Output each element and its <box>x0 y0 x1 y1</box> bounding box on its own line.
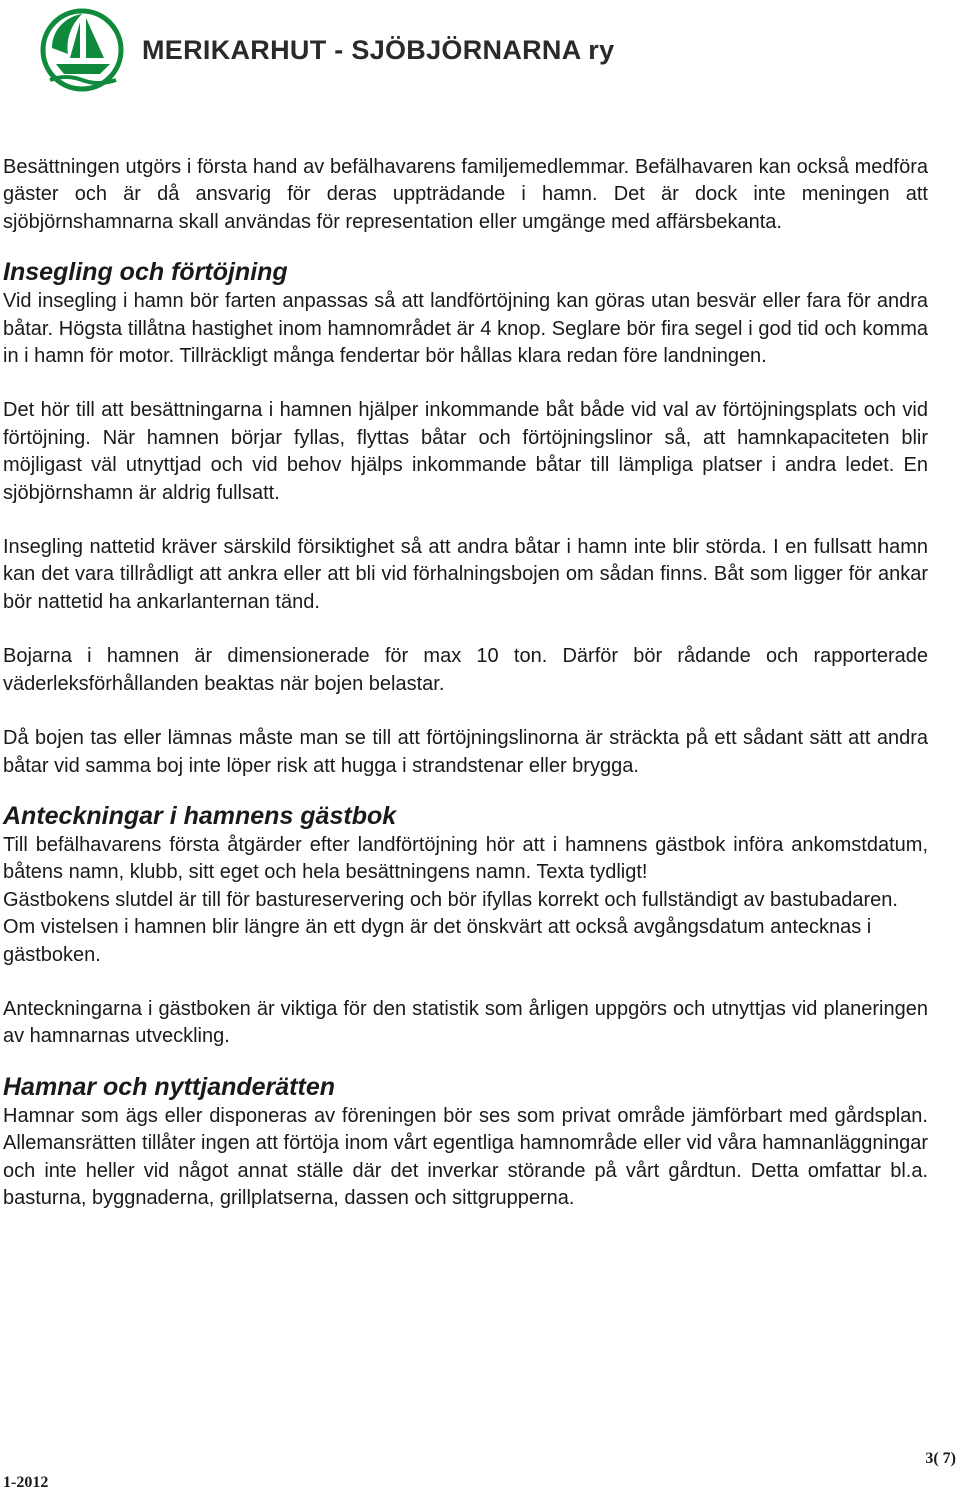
paragraph: Insegling nattetid kräver särskild försiktighet så att andra båtar i hamn inte blir störda. I en fullsatt hamn kan det vara tillrådligt att ankra eller att bli vid förhalningsbojen om sådan finns. Båt som ligger för ankar bör nattetid ha ankarlanternan tänd. <box>3 536 928 613</box>
paragraph: Till befälhavarens första åtgärder efter landförtöjning hör att i hamnens gästbok införa ankomstdatum, båtens namn, klubb, sitt eget och hela besättningens namn. Texta tydligt! <box>3 833 928 884</box>
paragraph: Hamnar som ägs eller disponeras av föreningen bör ses som privat område jämförbart med gårdsplan. Allemansrätten tillåter ingen att förtöja inom vårt egentliga hamnområde eller vid våra hamnanläggningar och inte heller vid något annat ställe där det inverkar störande på vårt gårdtun. Detta omfattar bl.a. basturna, byggnaderna, grillplatserna, dassen och sittgrupperna. <box>3 1104 928 1209</box>
paragraph: Då bojen tas eller lämnas måste man se till att förtöjningslinorna är sträckta på ett sådant sätt att andra båtar vid samma boj inte löper risk att hugga i strandstenar eller brygga. <box>3 727 928 777</box>
intro-paragraph: Besättningen utgörs i första hand av befälhavarens familjemedlemmar. Befälhavaren kan också medföra gäster och är då ansvarig för deras uppträdande i hamn. Det är dock inte meningen att sjöbjörnshamnarna skall användas för representation eller umgänge med affärsbekanta. <box>3 156 928 233</box>
section-heading-insegling: Insegling och förtöjning <box>3 258 288 287</box>
document-body <box>3 154 928 1212</box>
page-header <box>40 8 614 92</box>
paragraph: Det hör till att besättningarna i hamnen hjälper inkommande båt både vid val av förtöjningsplats och vid förtöjning. När hamnen börjar fyllas, flyttas båtar och förtöjningslinor så, att hamnkapaciteten blir möjligast väl utnyttjad och vid behov hjälps inkommande båtar till lämpliga platser i andra ledet. En sjöbjörnshamn är aldrig fullsatt. <box>3 399 928 504</box>
page-number: 3( 7) <box>925 1450 956 1467</box>
paragraph: Gästbokens slutdel är till för bastureservering och bör ifyllas korrekt och fullständigt av bastubadaren. <box>3 888 898 911</box>
section-heading-gastbok: Anteckningar i hamnens gästbok <box>3 801 397 830</box>
paragraph: Vid insegling i hamn bör farten anpassas så att landförtöjning kan göras utan besvär eller fara för andra båtar. Högsta tillåtna hastighet inom hamnområdet är 4 knop. Seglare bör fira segel i god tid och komma in i hamn för motor. Tillräckligt många fendertar bör hållas klara redan före landningen. <box>3 290 928 368</box>
document-date-code: 1-2012 <box>3 1474 49 1491</box>
paragraph: Bojarna i hamnen är dimensionerade för max 10 ton. Därför bör rådande och rapporterade väderleksförhållanden beaktas när bojen belastar. <box>3 645 928 695</box>
section-heading-nyttjanderatten: Hamnar och nyttjanderätten <box>3 1072 336 1101</box>
sailboat-logo-icon <box>40 8 124 92</box>
paragraph: Om vistelsen i hamnen blir längre än ett dygn är det önskvärt att också avgångsdatum antecknas i gästboken. <box>3 916 872 966</box>
organization-name: MERIKARHUT - SJÖBJÖRNARNA ry <box>142 34 615 65</box>
paragraph: Anteckningarna i gästboken är viktiga för den statistik som årligen uppgörs och utnyttjas vid planeringen av hamnarnas utveckling. <box>3 997 928 1048</box>
